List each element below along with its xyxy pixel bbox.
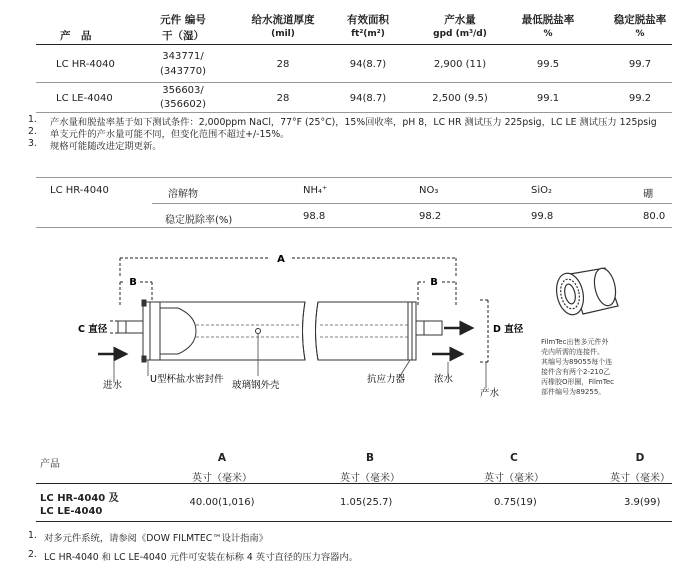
table-bottom-rule — [36, 112, 672, 113]
dim-unit-a: 英寸（毫米） — [192, 473, 252, 484]
permeate-label: 产水 — [480, 388, 500, 399]
row-1-part-no-wet: (343770) — [160, 66, 206, 77]
rejection-no3: 98.2 — [419, 211, 442, 222]
header-area: 有效面积 — [347, 14, 389, 26]
header-spacer: 给水流道厚度 — [251, 14, 315, 26]
dim-unit-c: 英寸（毫米） — [484, 473, 544, 484]
dim-d-label: D 直径 — [493, 324, 524, 335]
dim-value-b: 1.05(25.7) — [340, 497, 393, 508]
header-part-no-sub: 干（湿） — [162, 30, 204, 42]
dim-value-c: 0.75(19) — [494, 497, 537, 508]
dim-b-left-label: B — [129, 277, 137, 288]
note-1-text: 产水量和脱盐率基于如下测试条件：2,000ppm NaCl，77°F (25°C)，15%回收率，pH 8，LC HR 测试压力 225psig，LC LE 测试压力 125psig — [50, 117, 657, 128]
solute-nh4: NH₄⁺ — [303, 185, 328, 196]
header-part-no: 元件 编号 — [160, 14, 206, 26]
bottom-note-2-text: LC HR-4040 和 LC LE-4040 元件可安装在标称 4 英寸直径的压力容器内。 — [44, 552, 359, 563]
rejection-label: 稳定脱除率(%) — [165, 215, 233, 226]
note-2-text: 单支元件的产水量可能不同，但变化范围不超过+/-15%。 — [50, 129, 290, 140]
solute-top-rule — [36, 177, 672, 178]
solute-boron: 硼 — [643, 189, 653, 200]
header-min-rejection-unit: % — [543, 29, 553, 39]
note-3-num: 3. — [28, 138, 37, 149]
dim-col-b: B — [365, 452, 375, 464]
bottom-note-1-num: 1. — [28, 530, 37, 541]
note-3-text: 规格可能随改进定期更新。 — [50, 141, 162, 152]
dim-c-bracket — [110, 321, 118, 333]
solute-no3: NO₃ — [419, 185, 439, 196]
header-area-unit: ft²(m²) — [351, 29, 385, 39]
row-1-area: 94(8.7) — [349, 59, 387, 70]
anti-telescope-label: 抗应力器 — [367, 374, 406, 385]
row-1-spacer: 28 — [276, 59, 290, 70]
fiberglass-label: 玻璃钢外壳 — [232, 380, 280, 391]
permeate-tube-left — [118, 321, 143, 333]
bottom-note-2-num: 2. — [28, 549, 37, 560]
svg-text:壳内所需的连接件。: 壳内所需的连接件。 — [541, 348, 604, 356]
dim-col-c: C — [510, 452, 518, 464]
dim-col-product: 产品 — [40, 459, 60, 470]
header-product: 产 品 — [60, 30, 92, 42]
bottom-note-1-text: 对多元件系统，请参阅《DOW FILMTEC™设计指南》 — [44, 533, 269, 544]
dim-unit-d: 英寸（毫米） — [610, 473, 670, 484]
dim-table-rule — [36, 483, 672, 484]
dim-value-d: 3.9(99) — [624, 497, 661, 508]
table-rule — [36, 44, 672, 45]
row-divider — [36, 82, 672, 83]
dim-col-a: A — [217, 452, 227, 464]
note-2-num: 2. — [28, 126, 37, 137]
row-2-flow: 2,500 (9.5) — [432, 93, 488, 104]
svg-text:FilmTec出售多元件外: FilmTec出售多元件外 — [541, 338, 609, 346]
dim-a-label: A — [277, 254, 285, 265]
svg-text:其编号为89055每个连: 其编号为89055每个连 — [541, 358, 613, 366]
row-2-part-no-wet: (356602) — [160, 99, 206, 110]
element-dimension-diagram — [0, 236, 700, 436]
rejection-nh4: 98.8 — [303, 211, 326, 222]
interconnector-note — [541, 337, 614, 396]
note-1-num: 1. — [28, 114, 37, 125]
row-1-product: LC HR-4040 — [56, 59, 115, 70]
dim-a-bracket — [120, 258, 456, 276]
row-2-area: 94(8.7) — [349, 93, 387, 104]
row-2-spacer: 28 — [276, 93, 290, 104]
row-1-part-no: 343771/ — [162, 51, 204, 62]
row-1-flow: 2,900 (11) — [433, 59, 487, 70]
dim-col-d: D — [635, 452, 645, 464]
dim-product-line1: LC HR-4040 及 — [40, 493, 119, 504]
svg-text:部件编号为89255。: 部件编号为89255。 — [541, 388, 606, 396]
solute-label: 溶解物 — [168, 189, 198, 200]
header-flow: 产水量 — [444, 14, 476, 26]
permeate-tube-right — [416, 321, 442, 335]
solute-product: LC HR-4040 — [50, 185, 109, 196]
row-2-min-rejection: 99.1 — [536, 93, 560, 104]
dim-value-a: 40.00(1,016) — [189, 497, 255, 508]
dim-d-bracket — [480, 300, 488, 362]
svg-text:接件含有两个2-210乙: 接件含有两个2-210乙 — [541, 368, 611, 376]
header-stable-rejection-unit: % — [635, 29, 645, 39]
row-2-part-no: 356603/ — [162, 85, 204, 96]
dim-unit-b: 英寸（毫米） — [340, 473, 400, 484]
u-seal-label: U型杯盐水密封件 — [150, 374, 224, 385]
rejection-boron: 80.0 — [643, 211, 666, 222]
row-2-stable-rejection: 99.2 — [628, 93, 652, 104]
row-1-min-rejection: 99.5 — [536, 59, 560, 70]
brine-seal — [142, 300, 160, 362]
svg-text:丙橡胶O形圈，FilmTec: 丙橡胶O形圈，FilmTec — [541, 378, 614, 386]
solute-sio2: SiO₂ — [531, 185, 553, 196]
interconnector-icon — [553, 266, 619, 317]
header-stable-rejection: 稳定脱盐率 — [613, 14, 667, 26]
feed-label: 进水 — [103, 380, 123, 391]
rejection-sio2: 99.8 — [531, 211, 554, 222]
solute-mid-rule — [152, 203, 672, 204]
solute-bottom-rule — [36, 227, 672, 228]
dim-product-line2: LC LE-4040 — [40, 506, 103, 517]
dim-c-label: C 直径 — [78, 324, 108, 335]
concentrate-label: 浓水 — [434, 374, 454, 385]
row-1-stable-rejection: 99.7 — [628, 59, 652, 70]
dim-b-right-label: B — [430, 277, 438, 288]
header-flow-unit: gpd (m³/d) — [433, 29, 487, 39]
header-spacer-unit: (mil) — [271, 29, 295, 39]
row-2-product: LC LE-4040 — [56, 93, 113, 104]
dim-table-bottom-rule — [36, 521, 672, 522]
header-min-rejection: 最低脱盐率 — [521, 14, 575, 26]
